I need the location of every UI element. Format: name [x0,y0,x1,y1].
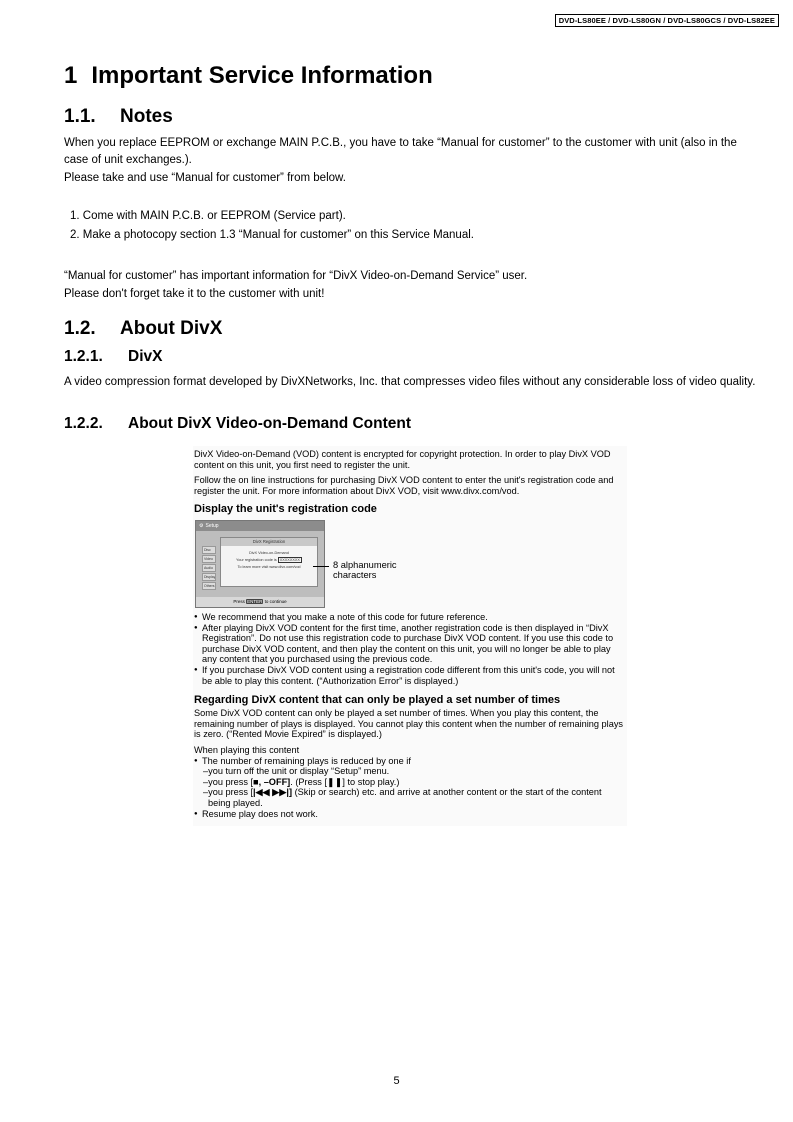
dialog-line-2 [221,557,317,564]
stop-off-keys: ■, –OFF] [253,776,291,787]
playing-notes-list [194,745,626,819]
section-title: Important Service Information [91,62,433,89]
dash-prefix: –you press [ [203,776,254,787]
enter-key-badge: ENTER [247,599,263,604]
about-divx-title: About DivX [120,318,223,339]
list-item: ● We recommend that you make a note of this code for future reference. [194,612,626,623]
list-item: ● If you purchase DivX VOD content using a registration code different from this unit's code, you will not be able to play this content. (“Authorization Error” is displayed.) [194,665,626,686]
dialog-line-1: DivX Video-on-Demand [249,551,289,555]
screen-menu-item: Video [202,555,216,563]
registration-notes-list [194,612,626,686]
dialog-title: DivX Registration [221,538,317,546]
notes-number: 1.1. [64,106,96,127]
model-number-box: DVD-LS80EE / DVD-LS80GN / DVD-LS80GCS / DVD-LS82EE [555,14,779,27]
setup-gear-icon: ⚙ [199,523,204,529]
setup-screen-illustration [195,520,325,608]
list-item-continuation: being played. [208,797,263,808]
about-divx-number: 1.2. [64,318,96,339]
regarding-subheading: Regarding DivX content that can only be played a set number of times [194,694,561,706]
vod-title: About DivX Video-on-Demand Content [128,415,412,432]
callout-leader-line [313,566,329,567]
divx-heading [64,348,162,366]
registration-dialog [220,537,318,587]
divx-number: 1.2.1. [64,348,103,365]
screen-titlebar [196,521,324,531]
notes-para-3: “Manual for customer” has important information for “DivX Video-on-Demand Service” user. [64,270,528,282]
vod-number: 1.2.2. [64,415,103,432]
divx-para: A video compression format developed by DivXNetworks, Inc. that compresses video files without any considerable loss of video quality. [64,376,756,388]
dash-suffix: . (Press [❚❚] to stop play.) [290,776,400,787]
vod-para-1: DivX Video-on-Demand (VOD) content is encrypted for copyright protection. In order to play DivX VOD content on this unit, you first need to register the unit. [194,449,611,470]
list-item: ● After playing DivX VOD content for the first time, another registration code is then displayed in “DivX Registration”. Do not use this registration code to purchase DivX VOD content. If you use this code to purchase DivX VOD content, and then play the content on this unit, you will no longer be able to play any content that you purchased using the previous code. [194,623,626,665]
list-item: ● The number of remaining plays is reduced by one if [194,756,626,767]
vod-para-2: Follow the on line instructions for purchasing DivX VOD content to enter the unit's registration code and register the unit. For more information about DivX VOD, visit www.divx.com/vod. [194,475,614,496]
notes-para-4: Please don't forget take it to the customer with unit! [64,288,325,300]
divx-title: DivX [128,348,163,365]
list-item: –you turn off the unit or display “Setup” menu. [203,766,390,777]
screen-bottom-bar [196,597,324,607]
notes-para-1: When you replace EEPROM or exchange MAIN P.C.B., you have to take “Manual for customer” to the customer with unit (also in the case of unit exchanges.). [64,137,737,166]
notes-list-item-2: 2. Make a photocopy section 1.3 “Manual for customer” on this Service Manual. [70,229,474,241]
dash-prefix: –you press [ [203,787,254,798]
screen-title: Setup [205,523,219,529]
notes-list-item-1: 1. Come with MAIN P.C.B. or EEPROM (Service part). [70,210,346,222]
notes-title: Notes [120,106,173,127]
bottom-suffix: to continue [264,599,287,604]
section-number: 1 [64,62,78,89]
skip-keys: |◀◀ ▶▶|] [253,787,293,798]
dialog-line-3: To learn more visit www.divx.com/vod [237,565,301,569]
divx-vod-manual-excerpt [193,446,627,826]
notes-heading [64,106,173,128]
code-callout [333,560,397,580]
when-playing-label: When playing this content [194,745,300,755]
page-number: 5 [393,1075,400,1087]
about-divx-heading [64,318,222,340]
screen-menu-item: Disc [202,546,216,554]
list-item [194,787,626,798]
regarding-para: Some DivX VOD content can only be played a set number of times. When you play this content, the remaining number of plays is displayed. You cannot play this content when the number of remaining plays is zero. (“Rented Movie Expired” is displayed.) [194,708,624,740]
callout-line-2: characters [333,570,377,580]
screen-menu-item: Others [204,584,215,588]
screen-menu [202,546,216,591]
vod-heading [64,415,411,433]
display-code-subheading: Display the unit's registration code [194,503,377,515]
dash-suffix: (Skip or search) etc. and arrive at another content or the start of the content [292,787,602,798]
registration-code-box: XXXXXXXX [279,558,300,562]
screen-menu-item: Audio [202,564,216,572]
callout-line-1: 8 alphanumeric [333,560,397,570]
notes-para-2: Please take and use “Manual for customer” from below. [64,172,346,184]
list-item [194,777,626,788]
notes-list [70,207,474,245]
list-item: ● Resume play does not work. [194,809,626,820]
dialog-code-prefix: Your registration code is [236,558,277,562]
bottom-press: Press [233,599,245,604]
section-1-heading [64,62,433,90]
screen-menu-item: Display [204,575,216,579]
